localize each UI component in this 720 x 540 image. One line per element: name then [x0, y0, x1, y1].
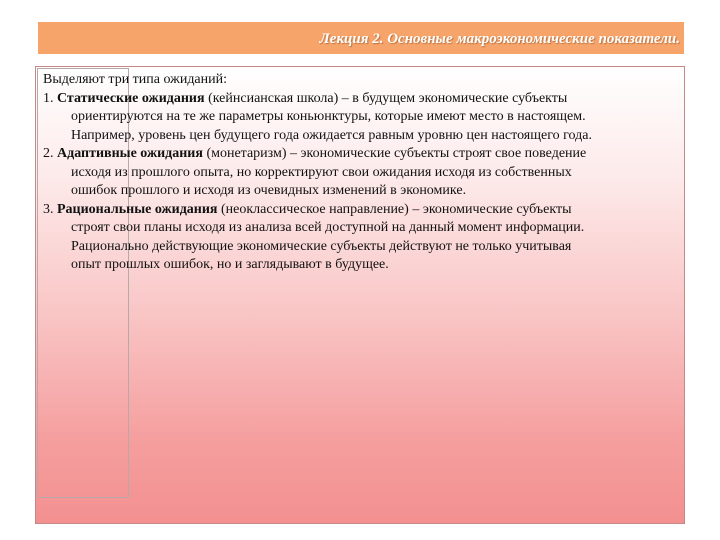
item-term: Статические ожидания [57, 90, 205, 106]
item-number: 2. [43, 146, 57, 161]
text-body [43, 71, 683, 275]
item-number: 1. [43, 90, 57, 106]
item-term: Рациональные ожидания [57, 201, 218, 217]
item-text: (кейнсианская школа) – в будущем экономические субъекты [204, 90, 568, 106]
item-text-line: ориентируются на те же параметры коньюнктуры, которые имеют место в настоящем. [71, 109, 586, 124]
item-term: Адаптивные ожидания [57, 146, 203, 161]
item-text: (монетаризм) – экономические субъекты строят свое поведение [202, 146, 587, 161]
slide-title-bar [38, 22, 684, 54]
item-text-line: строят свои планы исходя из анализа всей доступной на данный момент информации. [71, 220, 585, 235]
slide-title: Лекция 2. Основные макроэкономические показатели. [319, 31, 680, 47]
item-text-line: Рационально действующие экономические субъекты действуют не только учитывая [71, 238, 572, 254]
list-item [43, 201, 683, 275]
item-text: (неоклассическое направление) – экономические субъекты [217, 201, 572, 217]
item-number: 3. [43, 201, 57, 217]
item-text-line: исходя из прошлого опыта, но корректируют свои ожидания исходя из собственных [71, 164, 572, 180]
item-text-line: опыт прошлых ошибок, но и заглядывают в будущее. [71, 257, 389, 272]
item-text-line: Например, уровень цен будущего года ожидается равным уровню цен настоящего года. [71, 127, 592, 143]
list-item [43, 90, 683, 146]
content-panel [35, 66, 685, 524]
list-item [43, 145, 683, 201]
intro-text: Выделяют три типа ожиданий: [43, 72, 228, 87]
item-text-line: ошибок прошлого и исходя из очевидных изменений в экономике. [71, 183, 467, 198]
